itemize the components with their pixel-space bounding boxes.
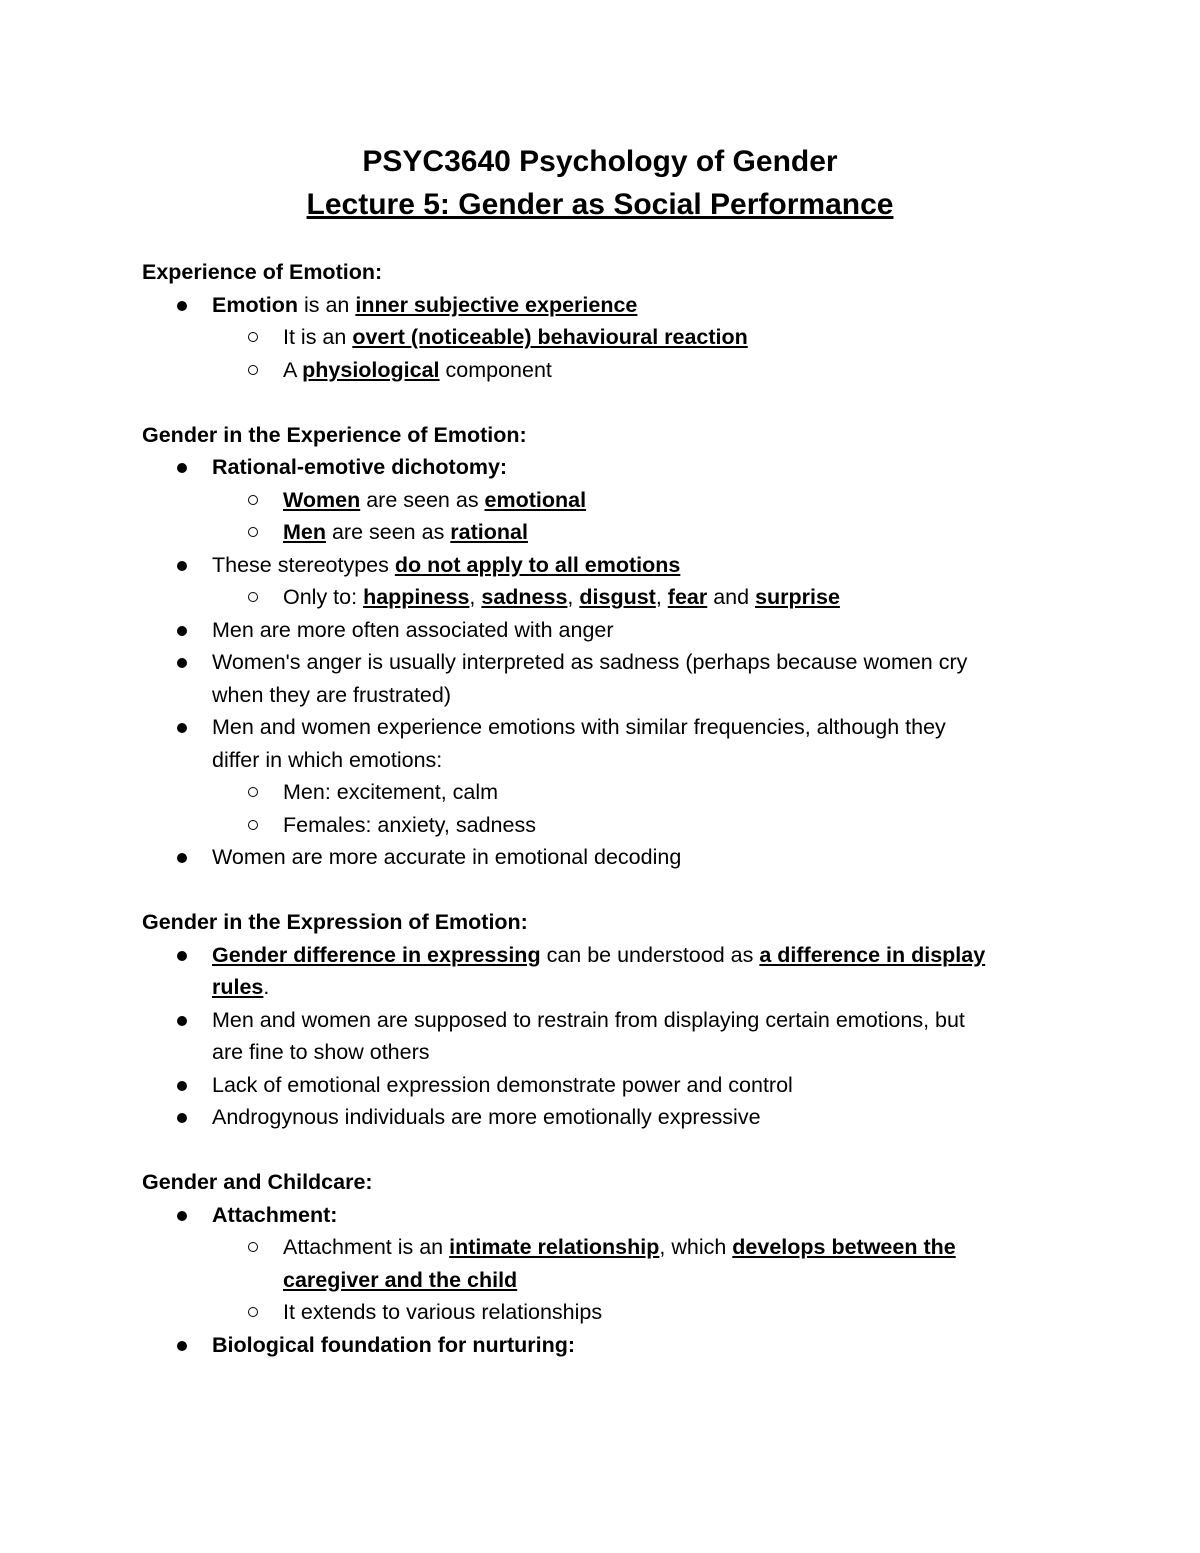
bullet-icon [177,1341,187,1351]
list-subitem: It is an overt (noticeable) behavioural reaction [142,321,1072,354]
bullet-icon [177,626,187,636]
list-item: Men and women are supposed to restrain from displaying certain emotions, but are fine to show others [142,1004,1072,1069]
list-item: Women's anger is usually interpreted as sadness (perhaps because women cry when they are frustrated) [142,646,1072,711]
bullet-icon [177,561,187,571]
section-heading-gender-experience: Gender in the Experience of Emotion: [142,422,527,447]
list-item: Lack of emotional expression demonstrate power and control [142,1069,1072,1102]
circle-bullet-icon [248,332,258,342]
circle-bullet-icon [248,1242,258,1252]
list-item: Androgynous individuals are more emotionally expressive [142,1101,1072,1134]
bullet-icon [177,1081,187,1091]
list-subitem: Men are seen as rational [142,516,1072,549]
bullet-icon [177,1016,187,1026]
spacer [142,1134,1072,1167]
list-subitem: It extends to various relationships [142,1296,1072,1329]
list-item: These stereotypes do not apply to all emotions [142,549,1072,582]
bullet-icon [177,1211,187,1221]
list-item: Men are more often associated with anger [142,614,1072,647]
list-subitem: Females: anxiety, sadness [142,809,1072,842]
bullet-icon [177,853,187,863]
circle-bullet-icon [248,787,258,797]
section-heading-expression: Gender in the Expression of Emotion: [142,910,528,934]
list-subitem: Attachment is an intimate relationship, which develops between the caregiver and the child [142,1231,1072,1296]
spacer [142,386,1072,419]
circle-bullet-icon [248,495,258,505]
list-item: Attachment: [142,1199,1072,1232]
lecture-title: Lecture 5: Gender as Social Performance [306,188,894,221]
list-item: Men and women experience emotions with similar frequencies, although they differ in which emotions: [142,711,1072,776]
circle-bullet-icon [248,365,258,375]
list-item: Emotion is an inner subjective experience [142,289,1072,322]
bullet-icon [177,1113,187,1123]
list-item: Rational-emotive dichotomy: [142,451,1072,484]
circle-bullet-icon [248,820,258,830]
list-subitem: Only to: happiness, sadness, disgust, fear and surprise [142,581,1072,614]
bullet-icon [177,658,187,668]
circle-bullet-icon [248,527,258,537]
circle-bullet-icon [248,1307,258,1317]
list-subitem: Women are seen as emotional [142,484,1072,517]
title-block [0,140,1200,226]
list-subitem: Men: excitement, calm [142,776,1072,809]
list-item: Biological foundation for nurturing: [142,1329,1072,1362]
spacer [142,874,1072,907]
bullet-icon [177,301,187,311]
list-item: Women are more accurate in emotional decoding [142,841,1072,874]
page-title: PSYC3640 Psychology of Gender [362,145,838,178]
list-item: Gender difference in expressing can be understood as a difference in display rules. [142,939,1072,1004]
bullet-icon [177,951,187,961]
notes-content [142,256,1072,1361]
list-subitem: A physiological component [142,354,1072,387]
bullet-icon [177,723,187,733]
section-heading-childcare: Gender and Childcare: [142,1170,373,1194]
bullet-icon [177,463,187,473]
section-heading-experience: Experience of Emotion: [142,260,383,284]
circle-bullet-icon [248,592,258,602]
